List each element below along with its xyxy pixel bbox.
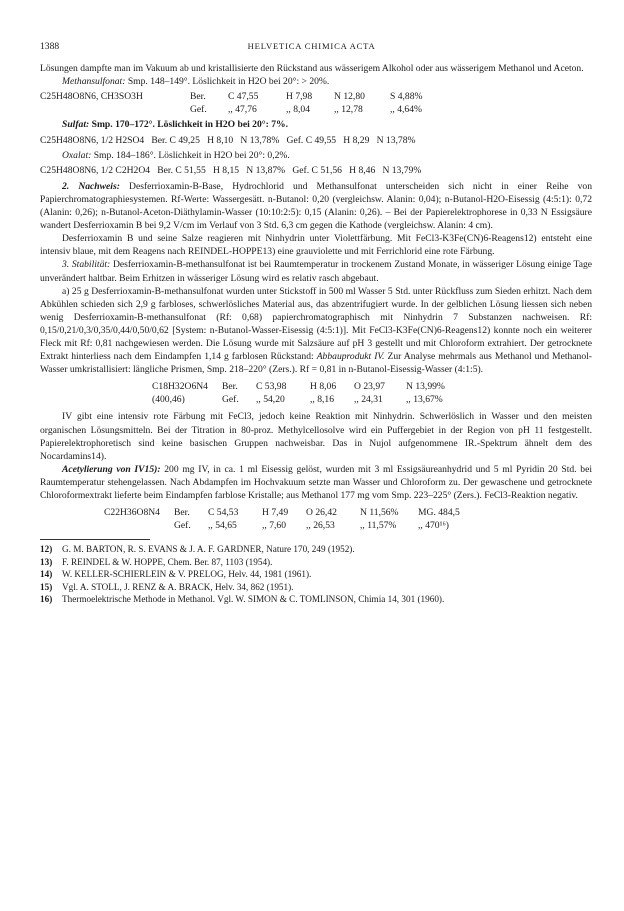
methansulfonat-analysis (40, 90, 592, 116)
nachweis-label: 2. Nachweis: (62, 180, 120, 192)
footnote-12 (40, 543, 592, 555)
ms-gef-0: Gef. (190, 104, 207, 116)
footnote-text: F. REINDEL & W. HOPPE, Chem. Ber. 87, 1103 (1954). (62, 556, 273, 567)
abbau-tail: Zur Analyse mehrmals aus Methanol und Methanol-Wasser umkristallisiert: längliche Prismen, Smp. 218–220° (Zers.). Rf = 0,81 in n-Butanol-Eisessig-Wasser (4:1:5). (40, 351, 592, 376)
footnote-number: 12) (40, 544, 53, 555)
paragraph-intro: Lösungen dampfte man im Vakuum ab und kristallisierte den Rückstand aus wässerigem Alkohol oder aus wässerigem Methanol und Aceton. (40, 63, 584, 75)
ac-gef-5: ,, 470¹⁶) (418, 520, 450, 532)
ms-ber-1: C 47,55 (228, 91, 259, 103)
paragraph-abbau (40, 285, 592, 377)
paragraph-nachweis (40, 180, 592, 232)
footnote-text: Vgl. A. STOLL, J. RENZ & A. BRACK, Helv. 34, 862 (1951). (62, 581, 294, 592)
paragraph-ninhydrin: Desferrioxamin B und seine Salze reagieren mit Ninhydrin unter Violettfärbung. Mit FeCl3-K3Fe(CN)6-Reagens12) entsteht eine intensiv blaue, mit dem Reagens nach REINDEL-HOPPE13) eine grauviolette und mit Ferrichlorid eine rote Färbung. (40, 233, 592, 258)
ms-gef-4: ,, 4,64% (390, 104, 422, 116)
footnote-14 (40, 568, 592, 580)
ac-ber-1: C 54,53 (208, 507, 239, 519)
ms-formula: C25H48O8N6, CH3SO3H (40, 91, 143, 103)
footnote-15 (40, 581, 592, 593)
iv-gef-4: ,, 13,67% (406, 394, 443, 406)
paragraph-iv-properties: IV gibt eine intensiv rote Färbung mit FeCl3, jedoch keine Reaktion mit Ninhydrin. Schwerlöslich in Wasser und den meisten organischen Lösungsmitteln. Bei der Titration in 80-proz. Methylcellosolve wird ein Puffergebiet in der Region von pH 11 festgestellt. Papierelektrophoretisch sind keine basischen Gruppen nachweisbar. Das in Nujol aufgenommene IR.-Spektrum ähnelt dem des Nocardamins14). (40, 411, 592, 462)
ac-ber-0: Ber. (174, 507, 190, 519)
iv-mw: (400,46) (152, 394, 185, 406)
page-number: 1388 (40, 41, 60, 52)
methansulfonat-text: Smp. 148–149°. Löslichkeit in H2O bei 20°: > 20%. (127, 76, 330, 88)
footnote-rule (40, 539, 150, 540)
oxalat-line (40, 149, 592, 162)
footnote-number: 16) (40, 593, 53, 604)
iv-ber-0: Ber. (222, 381, 238, 393)
ms-ber-4: S 4,88% (390, 91, 423, 103)
iv-ber-1: C 53,98 (256, 381, 287, 393)
footnote-text: W. KELLER-SCHIERLEIN & V. PRELOG, Helv. 44, 1981 (1961). (62, 569, 312, 580)
ac-ber-5: MG. 484,5 (418, 507, 460, 519)
iv-ber-3: O 23,97 (354, 381, 385, 393)
ac-gef-3: ,, 26,53 (306, 520, 335, 532)
oxalat-text: Smp. 184–186°. Löslichkeit in H2O bei 20°: 0,2%. (93, 149, 290, 161)
ms-gef-2: ,, 8,04 (286, 104, 310, 116)
sulfat-line (40, 118, 592, 131)
oxalat-label: Oxalat: (62, 149, 92, 161)
footnote-text: Thermoelektrische Methode in Methanol. Vgl. W. SIMON & C. TOMLINSON, Chimia 14, 301 (1960). (62, 593, 445, 604)
ms-ber-3: N 12,80 (334, 91, 365, 103)
ac-formula: C22H36O8N4 (104, 507, 160, 519)
ms-ber-2: H 7,98 (286, 91, 313, 103)
ac-gef-4: ,, 11,57% (360, 520, 397, 532)
ms-ber-0: Ber. (190, 91, 206, 103)
journal-title: HELVETICA CHIMICA ACTA (247, 41, 376, 51)
abbau-text: a) 25 g Desferrioxamin-B-methansulfonat wurden unter Stickstoff in 500 ml Wasser 5 Std. unter Rückfluss zum Sieden erhitzt. Nach dem Abkühlen schieden sich 2,9 g farbloses, schwerlösliches Material aus, das abzentrifugiert wurde. In der gelblichen Lösung liessen sich neben wenig Desferrioxamin-B-methansulfonat (Rf: 0,68) papierchromatographisch mit Ninhydrin 7 Substanzen nachweisen. Rf: 0,15/0,21/0,3/0,35/0,44/0,50/0,62 [System: n-Butanol-Wasser-Eisessig (4:5:1)]. Mit FeCl3-K3Fe(CN)6-Reagens12) konnte noch ein weiterer Fleck mit Rf: 0,81 nachgewiesen werden. Die Lösung wurde mit Salzsäure auf pH 3 gestellt und mit Chloroform extrahiert. Der getrocknete Extrakt hinterliess nach dem Eindampfen 1,14 g farblosen Rückstand: (40, 285, 592, 363)
iv-ber-4: N 13,99% (406, 381, 445, 393)
iv-analysis (152, 380, 592, 406)
stabilitaet-label: 3. Stabilität: (62, 259, 111, 271)
paragraph-acetylierung (40, 463, 592, 502)
iv-ber-2: H 8,06 (310, 381, 337, 393)
page-header (40, 40, 592, 53)
paragraph-stabilitaet (40, 258, 592, 284)
footnotes (40, 543, 592, 605)
ms-gef-3: ,, 12,78 (334, 104, 363, 116)
iv-formula: C18H32O6N4 (152, 381, 208, 393)
iv-gef-3: ,, 24,31 (354, 394, 383, 406)
footnote-number: 13) (40, 556, 53, 567)
ac-ber-2: H 7,49 (262, 507, 289, 519)
ac-gef-2: ,, 7,60 (262, 520, 286, 532)
ac-ber-4: N 11,56% (360, 507, 399, 519)
methansulfonat-label: Methansulfonat: (62, 76, 126, 88)
sulfat-text: Smp. 170–172°. Löslichkeit in H2O bei 20°: 7%. (91, 119, 288, 131)
paper-page (40, 40, 592, 605)
ms-gef-1: ,, 47,76 (228, 104, 257, 116)
footnote-16 (40, 593, 592, 605)
footnote-text: G. M. BARTON, R. S. EVANS & J. A. F. GARDNER, Nature 170, 249 (1952). (62, 544, 355, 555)
iv-gef-1: ,, 54,20 (256, 394, 285, 406)
iv-gef-2: ,, 8,16 (310, 394, 334, 406)
methansulfonat-line (40, 75, 592, 88)
footnote-number: 15) (40, 581, 53, 592)
ac-ber-3: O 26,42 (306, 507, 337, 519)
iv-gef-0: Gef. (222, 394, 239, 406)
oxalat-analysis: C25H48O8N6, 1/2 C2H2O4 Ber. C 51,55 H 8,15 N 13,87% Gef. C 51,56 H 8,46 N 13,79% (40, 164, 422, 176)
footnote-number: 14) (40, 569, 53, 580)
footnote-13 (40, 556, 592, 568)
stabilitaet-text: Desferrioxamin-B-methansulfonat ist bei Raumtemperatur in trockenem Zustand Monate, in wässeriger Lösung einige Tage unverändert haltbar. Beim Erhitzen in wässeriger Lösung wird es relativ rasch abgebaut. (40, 259, 593, 284)
ac-gef-0: Gef. (174, 520, 191, 532)
sulfat-label: Sulfat: (62, 119, 90, 131)
ac-gef-1: ,, 54,65 (208, 520, 237, 532)
acetylierung-label: Acetylierung von IV15): (62, 463, 161, 475)
abbau-italic: Abbauprodukt IV. (316, 351, 385, 363)
acetyl-analysis (104, 506, 592, 532)
nachweis-text: Desferrioxamin-B-Base, Hydrochlorid und Methansulfonat unterscheiden sich nicht in einer Reihe von Papierchromatographiesystemen. Rf-Werte: Wassergesätt. n-Butanol: 0,20 (vergleichsw. Alanin: 0,04); n-Butanol-H2O-Eisessig (4:5:1): 0,72 (Alanin: 0,26); n-Butanol-Aceton-Diäthylamin-Wasser (10:10:2:5): 0,15 (Alanin: 0,26). – Bei der Papierelektrophorese in 0,33 N Essigsäure wandert Desferrioxamin B bei 9,2 V/cm im Verlauf von 3 Std. 6,3 cm gegen die Kathode (vergleichsw. Alanin: 4 cm). (40, 180, 592, 232)
acetylierung-text: 200 mg IV, in ca. 1 ml Eisessig gelöst, wurden mit 3 ml Essigsäureanhydrid und 5 ml Pyridin 20 Std. bei Raumtemperatur stehengelassen. Nach Abdampfen im Hochvakuum setzte man Wasser und Chloroform zu. Der gewaschene und getrocknete Chloroformextrakt lieferte beim Eindampfen farblose Kristalle; aus Methanol 177 mg vom Smp. 223–225° (Zers.). FeCl3-Reaktion negativ. (40, 463, 592, 501)
sulfat-analysis: C25H48O8N6, 1/2 H2SO4 Ber. C 49,25 H 8,10 N 13,78% Gef. C 49,55 H 8,29 N 13,78% (40, 134, 416, 146)
